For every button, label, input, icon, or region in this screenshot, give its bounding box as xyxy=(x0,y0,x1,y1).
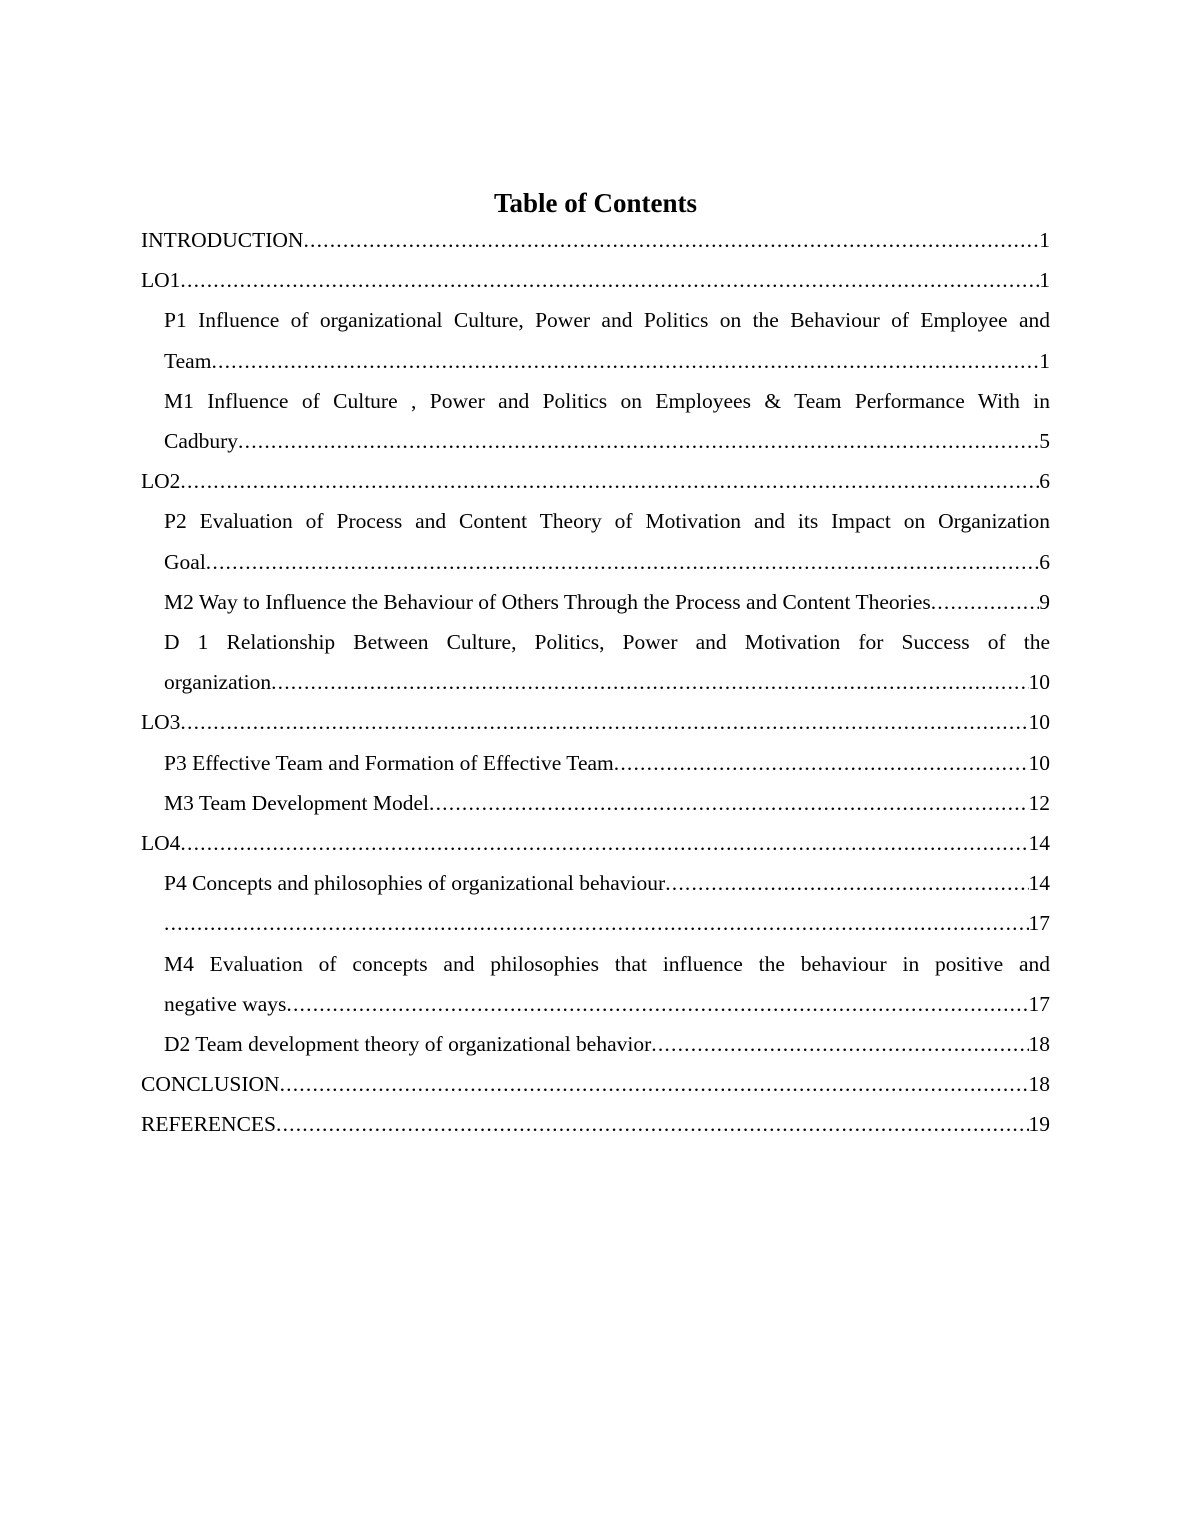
toc-list xyxy=(141,220,1050,1145)
toc-entry[interactable] xyxy=(141,260,1050,300)
toc-entry[interactable] xyxy=(141,823,1050,863)
dot-leader xyxy=(429,783,1028,823)
toc-entry-page-number: 18 xyxy=(1028,1032,1050,1057)
toc-entry[interactable] xyxy=(141,1104,1050,1144)
toc-entry-line xyxy=(141,1064,1050,1104)
toc-entry-line xyxy=(164,903,1050,943)
toc-entry-line xyxy=(164,341,1050,381)
toc-entry-line xyxy=(141,823,1050,863)
toc-entry-label: negative ways xyxy=(164,991,287,1016)
toc-entry-label: P3 Effective Team and Formation of Effective Team xyxy=(164,750,614,775)
toc-entry[interactable] xyxy=(141,300,1050,380)
toc-entry[interactable] xyxy=(141,1064,1050,1104)
toc-entry-page-number: 17 xyxy=(1028,911,1050,936)
toc-entry-label: INTRODUCTION xyxy=(141,228,304,252)
dot-leader xyxy=(276,1104,1029,1144)
toc-entry[interactable] xyxy=(141,582,1050,622)
dot-leader xyxy=(931,582,1040,622)
toc-entry-line xyxy=(141,702,1050,742)
dot-leader xyxy=(180,461,1039,501)
toc-entry-label: M3 Team Development Model xyxy=(164,790,430,815)
toc-entry-line xyxy=(164,743,1050,783)
toc-entry-label: LO1 xyxy=(141,268,181,293)
toc-entry-page-number: 10 xyxy=(1028,750,1050,775)
toc-entry-page-number: 9 xyxy=(1039,589,1050,614)
toc-entry[interactable] xyxy=(141,1024,1050,1064)
toc-entry-page-number: 10 xyxy=(1028,710,1050,735)
toc-entry-page-number: 10 xyxy=(1028,670,1050,695)
toc-entry-label: LO3 xyxy=(141,710,181,735)
toc-entry-title-line: M1 Influence of Culture , Power and Politics on Employees & Team Performance With in xyxy=(164,388,1050,413)
toc-title: Table of Contents xyxy=(493,188,698,218)
toc-entry-label: organization xyxy=(164,670,272,695)
toc-entry-line xyxy=(164,783,1050,823)
toc-entry-line xyxy=(164,542,1050,582)
toc-entry-line xyxy=(164,421,1050,461)
toc-entry[interactable] xyxy=(141,743,1050,783)
toc-entry[interactable] xyxy=(141,903,1050,943)
toc-entry-line xyxy=(164,1024,1050,1064)
dot-leader xyxy=(164,903,1029,943)
toc-entry[interactable] xyxy=(141,944,1050,1024)
toc-entry-page-number: 6 xyxy=(1039,469,1050,494)
toc-entry-label: P4 Concepts and philosophies of organizational behaviour xyxy=(164,871,666,896)
toc-entry[interactable] xyxy=(141,381,1050,461)
toc-entry-page-number: 17 xyxy=(1028,991,1050,1016)
toc-entry-label: Team xyxy=(164,348,212,373)
toc-entry-title-line: P2 Evaluation of Process and Content Theory of Motivation and its Impact on Organization xyxy=(164,509,1050,534)
toc-entry-page-number: 1 xyxy=(1039,348,1050,373)
toc-entry-page-number: 14 xyxy=(1028,871,1050,896)
toc-entry-line xyxy=(141,1104,1050,1144)
toc-entry-page-number: 6 xyxy=(1039,549,1050,574)
toc-entry-page-number: 18 xyxy=(1028,1072,1050,1097)
toc-entry-page-number: 12 xyxy=(1028,790,1050,815)
toc-entry[interactable] xyxy=(141,702,1050,742)
toc-entry[interactable] xyxy=(141,863,1050,903)
toc-entry-line xyxy=(164,863,1050,903)
toc-entry[interactable] xyxy=(141,501,1050,581)
dot-leader xyxy=(180,702,1028,742)
toc-entry-page-number: 14 xyxy=(1028,831,1050,856)
toc-entry-page-number: 1 xyxy=(1039,268,1050,293)
toc-entry-title-line: M4 Evaluation of concepts and philosophies that influence the behaviour in positive and xyxy=(164,951,1050,976)
toc-entry[interactable] xyxy=(141,220,1050,260)
dot-leader xyxy=(303,220,1039,260)
dot-leader xyxy=(665,863,1028,903)
toc-entry-label: LO2 xyxy=(141,469,181,494)
toc-entry[interactable] xyxy=(141,622,1050,702)
dot-leader xyxy=(614,743,1029,783)
dot-leader xyxy=(286,984,1028,1024)
toc-entry[interactable] xyxy=(141,461,1050,501)
toc-entry-title-line: P1 Influence of organizational Culture, Power and Politics on the Behaviour of Employee and xyxy=(164,308,1050,333)
toc-entry-page-number: 1 xyxy=(1039,228,1050,252)
toc-entry-line xyxy=(164,662,1050,702)
toc-entry-label: Goal xyxy=(164,549,206,574)
toc-entry-title-line: D 1 Relationship Between Culture, Politics, Power and Motivation for Success of the xyxy=(164,630,1050,655)
toc-entry-label: CONCLUSION xyxy=(141,1072,280,1097)
toc-entry-line xyxy=(164,984,1050,1024)
toc-entry-label: D2 Team development theory of organizational behavior xyxy=(164,1032,652,1057)
dot-leader xyxy=(180,823,1028,863)
toc-entry-label: REFERENCES xyxy=(141,1112,276,1137)
toc-entry-page-number: 19 xyxy=(1028,1112,1050,1137)
dot-leader xyxy=(280,1064,1029,1104)
toc-entry-line xyxy=(141,260,1050,300)
dot-leader xyxy=(238,421,1039,461)
dot-leader xyxy=(651,1024,1028,1064)
toc-entry-label: LO4 xyxy=(141,831,181,856)
dot-leader xyxy=(271,662,1028,702)
toc-entry-label: M2 Way to Influence the Behaviour of Others Through the Process and Content Theories xyxy=(164,589,931,614)
toc-entry[interactable] xyxy=(141,783,1050,823)
dot-leader xyxy=(180,260,1039,300)
dot-leader xyxy=(211,341,1039,381)
toc-entry-page-number: 5 xyxy=(1039,429,1050,454)
table-of-contents xyxy=(141,186,1050,1145)
toc-entry-line xyxy=(164,582,1050,622)
toc-entry-line xyxy=(141,220,1050,260)
toc-entry-line xyxy=(141,461,1050,501)
toc-entry-label: Cadbury xyxy=(164,429,239,454)
dot-leader xyxy=(206,542,1039,582)
